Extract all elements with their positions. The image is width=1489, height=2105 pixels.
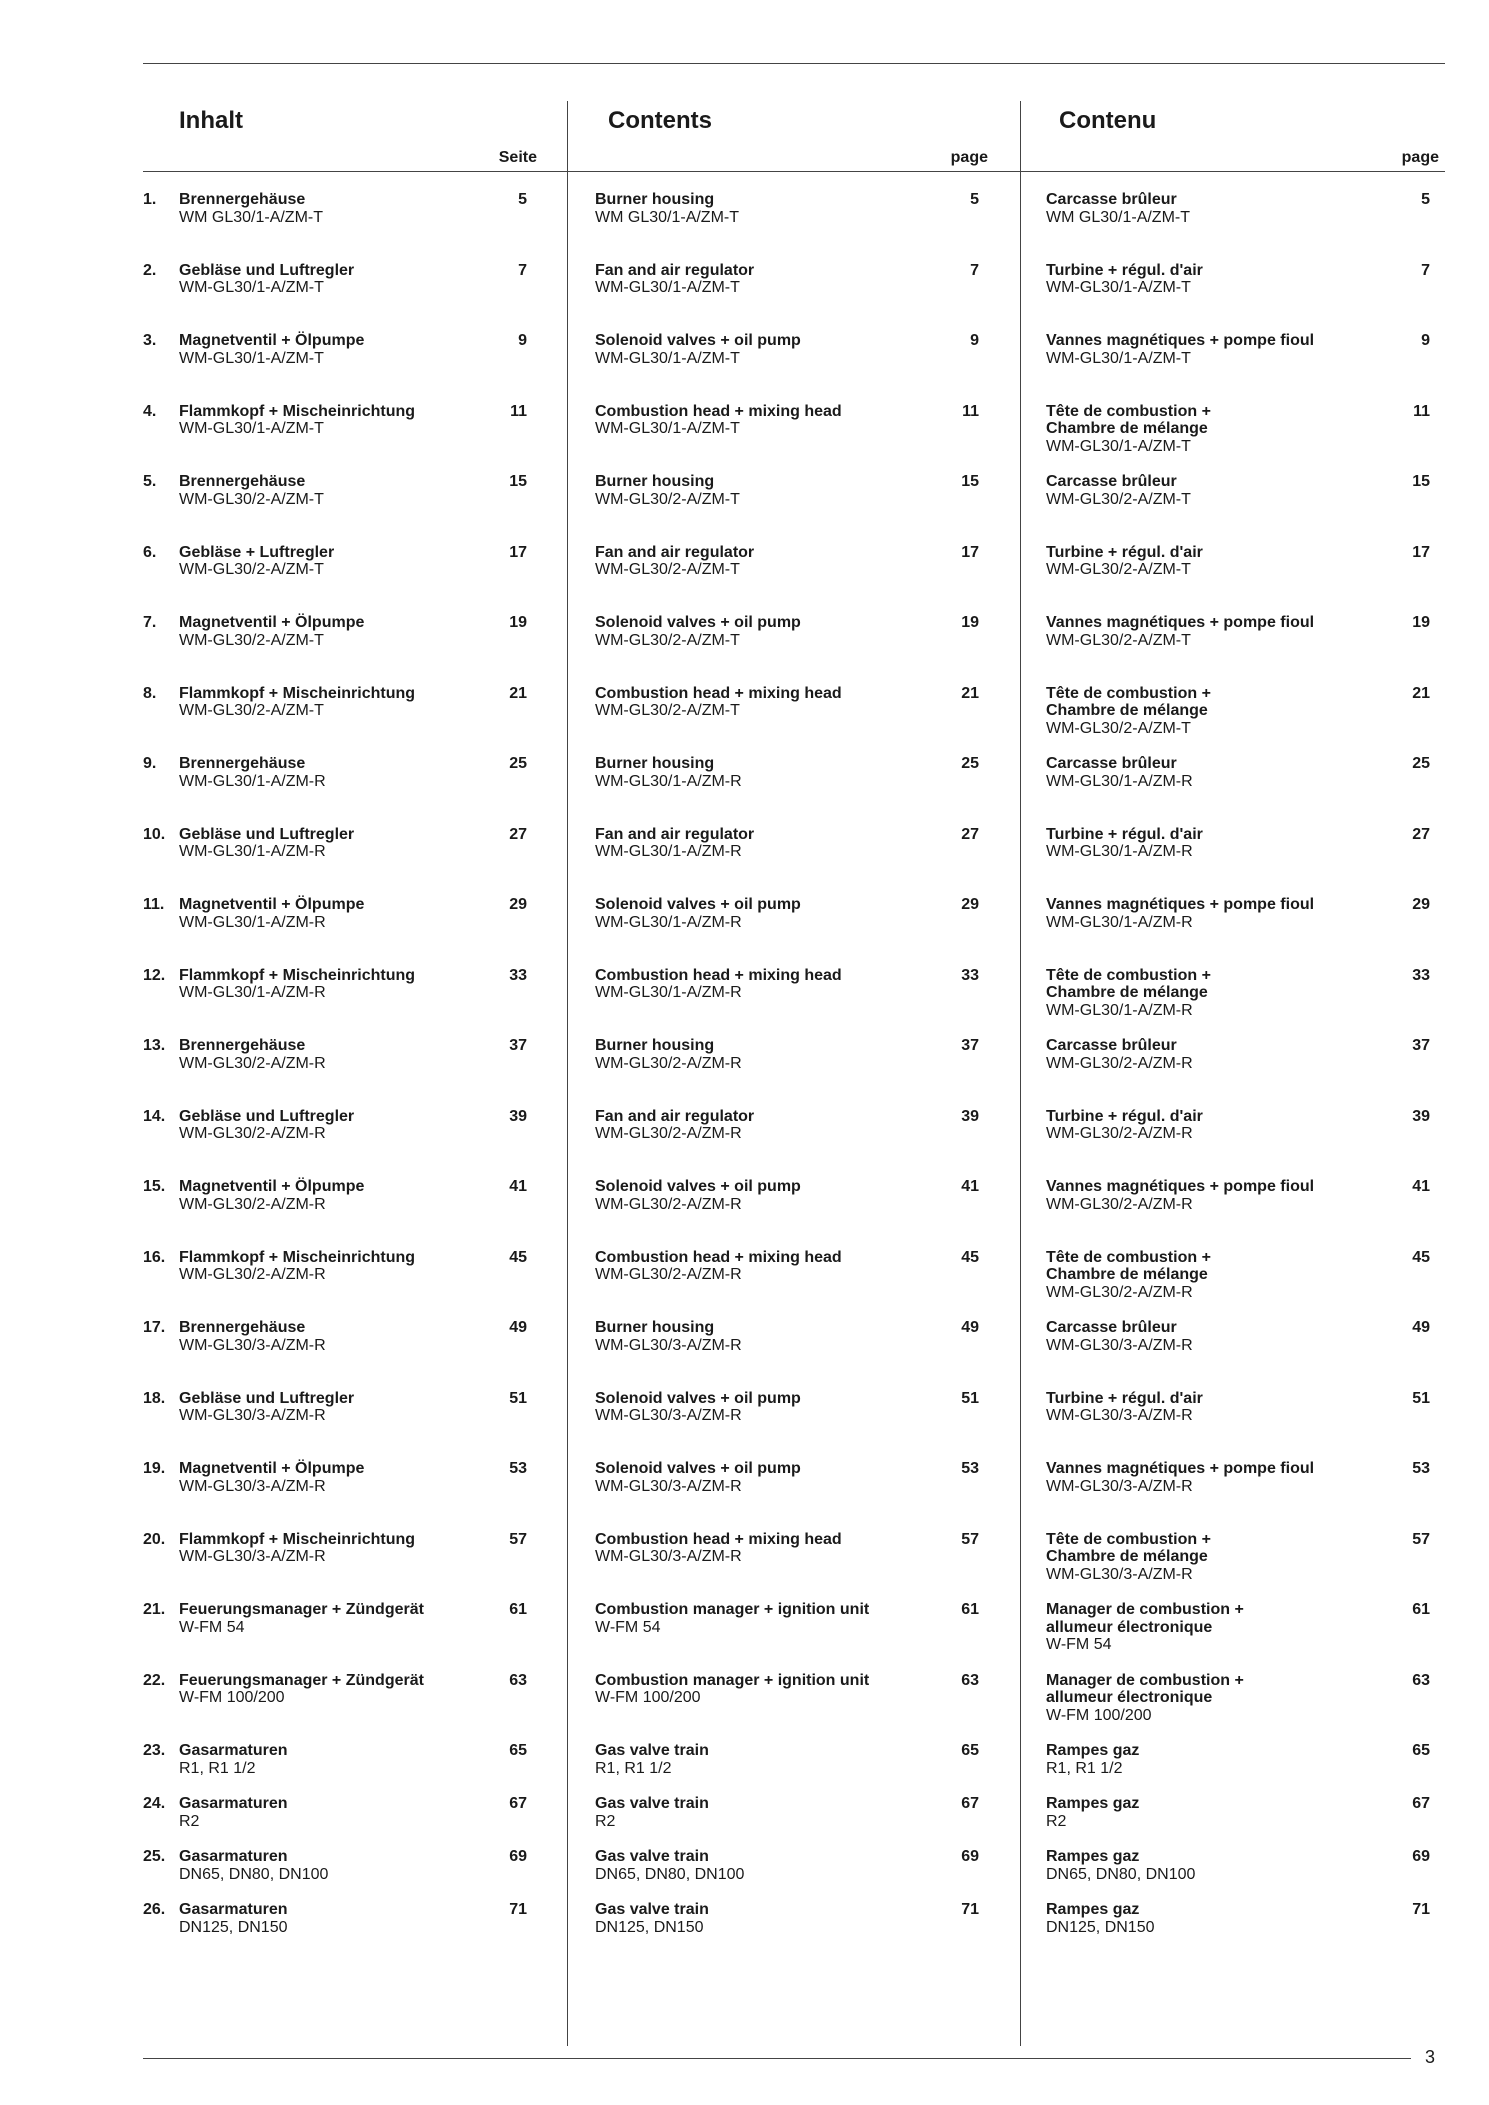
entry-page-de: 71 (509, 1901, 527, 1918)
entry-title-en: Burner housing (595, 473, 715, 490)
entry-page-de: 11 (510, 402, 527, 420)
entry-page-de: 9 (518, 332, 527, 349)
entry-page-en: 27 (961, 825, 979, 843)
entry-model-de: WM-GL30/1-A/ZM-R (179, 913, 326, 931)
entry-title-fr: Manager de combustion + (1046, 1671, 1244, 1689)
column-divider (567, 101, 568, 2046)
entry-title-en: Solenoid valves + oil pump (595, 332, 801, 349)
entry-number: 11. (143, 896, 165, 913)
column-title-fr: Contenu (1059, 107, 1157, 134)
entry-title-fr: Turbine + régul. d'air (1046, 1389, 1203, 1407)
entry-title-de: Gebläse und Luftregler (179, 261, 355, 279)
entry-title-en: Combustion head + mixing head (595, 966, 842, 984)
entry-title-en: Burner housing (595, 1319, 715, 1336)
entry-model-en: WM-GL30/2-A/ZM-T (595, 490, 740, 508)
entry-title-fr: Carcasse brûleur (1046, 1037, 1177, 1054)
entry-page-en: 7 (970, 261, 979, 279)
entry-page-de: 29 (509, 896, 527, 913)
entry-page-fr: 21 (1412, 684, 1430, 702)
entry-title-de: Gasarmaturen (179, 1901, 288, 1918)
entry-model-de: WM-GL30/2-A/ZM-R (179, 1125, 326, 1142)
entry-page-de: 37 (509, 1037, 527, 1054)
entry-number: 24. (143, 1795, 166, 1812)
entry-page-en: 19 (961, 614, 979, 631)
entry-model-fr: WM-GL30/2-A/ZM-R (1046, 1283, 1193, 1301)
entry-title-fr: allumeur électronique (1046, 1689, 1213, 1706)
entry-page-en: 37 (961, 1037, 979, 1054)
entry-page-en: 51 (961, 1389, 979, 1407)
entry-number: 18. (143, 1389, 166, 1407)
entry-page-fr: 69 (1412, 1848, 1430, 1865)
entry-number: 13. (143, 1037, 166, 1054)
entry-page-de: 15 (509, 473, 527, 490)
entry-model-en: WM-GL30/1-A/ZM-R (595, 772, 742, 790)
entry-model-de: WM-GL30/1-A/ZM-R (179, 843, 326, 860)
entry-model-en: WM-GL30/1-A/ZM-R (595, 843, 742, 860)
entry-title-en: Gas valve train (595, 1795, 709, 1812)
entry-title-en: Burner housing (595, 755, 715, 772)
entry-title-fr: Vannes magnétiques + pompe fioul (1046, 332, 1315, 349)
entry-model-fr: R2 (1046, 1812, 1067, 1830)
entry-title-de: Flammkopf + Mischeinrichtung (179, 1530, 416, 1548)
entry-page-fr: 51 (1412, 1389, 1430, 1407)
entry-title-en: Gas valve train (595, 1848, 709, 1865)
entry-title-de: Flammkopf + Mischeinrichtung (179, 684, 416, 702)
page-label-fr: page (1401, 149, 1439, 166)
entry-model-de: WM-GL30/2-A/ZM-R (179, 1195, 326, 1213)
header-rule (143, 171, 1445, 172)
entry-model-fr: DN65, DN80, DN100 (1046, 1865, 1196, 1883)
entry-title-fr: Carcasse brûleur (1046, 191, 1177, 208)
entry-number: 7. (143, 614, 157, 631)
entry-model-fr: WM-GL30/1-A/ZM-R (1046, 1001, 1193, 1019)
entry-model-fr: W-FM 100/200 (1046, 1706, 1152, 1724)
entry-page-en: 33 (961, 966, 979, 984)
entry-model-de: R2 (179, 1812, 200, 1830)
entry-model-de: WM-GL30/2-A/ZM-T (179, 702, 324, 719)
entry-title-de: Magnetventil + Ölpumpe (179, 1178, 365, 1195)
entry-title-fr: Vannes magnétiques + pompe fioul (1046, 1460, 1315, 1477)
entry-page-en: 25 (961, 755, 979, 772)
entry-model-de: WM-GL30/3-A/ZM-R (179, 1336, 326, 1354)
entry-page-fr: 25 (1412, 755, 1430, 772)
entry-page-fr: 39 (1412, 1107, 1430, 1125)
entry-model-en: WM-GL30/2-A/ZM-R (595, 1195, 742, 1213)
entry-number: 3. (143, 332, 157, 349)
entry-model-en: WM-GL30/3-A/ZM-R (595, 1336, 742, 1354)
entry-page-en: 71 (961, 1901, 979, 1918)
entry-title-fr: Vannes magnétiques + pompe fioul (1046, 614, 1315, 631)
entry-title-de: Gebläse und Luftregler (179, 1107, 355, 1125)
entry-title-fr: Rampes gaz (1046, 1795, 1140, 1812)
entry-page-en: 11 (962, 402, 979, 420)
entry-model-en: WM-GL30/3-A/ZM-R (595, 1548, 742, 1565)
entry-title-en: Combustion manager + ignition unit (595, 1601, 870, 1618)
entry-title-fr: Vannes magnétiques + pompe fioul (1046, 896, 1315, 913)
entry-title-en: Fan and air regulator (595, 825, 755, 843)
entry-title-fr: Chambre de mélange (1046, 702, 1208, 719)
entry-page-fr: 37 (1412, 1037, 1430, 1054)
entry-title-en: Gas valve train (595, 1901, 709, 1918)
column-title-de: Inhalt (179, 107, 243, 134)
entry-page-fr: 53 (1412, 1460, 1430, 1477)
entry-model-en: WM-GL30/2-A/ZM-R (595, 1054, 742, 1072)
entry-model-de: DN65, DN80, DN100 (179, 1865, 329, 1883)
entry-title-de: Brennergehäuse (179, 191, 306, 208)
page-label-de: Seite (498, 149, 537, 166)
entry-page-de: 7 (518, 261, 527, 279)
entry-page-en: 49 (961, 1319, 979, 1336)
entry-title-fr: Tête de combustion + (1046, 1530, 1211, 1548)
entry-model-de: WM-GL30/3-A/ZM-R (179, 1407, 326, 1424)
entry-number: 15. (143, 1178, 166, 1195)
entry-number: 6. (143, 543, 157, 561)
entry-model-fr: WM-GL30/3-A/ZM-R (1046, 1336, 1193, 1354)
entry-model-de: WM-GL30/1-A/ZM-R (179, 772, 326, 790)
entry-title-fr: Vannes magnétiques + pompe fioul (1046, 1178, 1315, 1195)
column-divider (1020, 101, 1021, 2046)
entry-page-de: 49 (509, 1319, 527, 1336)
entry-title-en: Combustion head + mixing head (595, 402, 842, 420)
entry-model-en: WM-GL30/2-A/ZM-R (595, 1266, 742, 1283)
entry-page-fr: 11 (1413, 402, 1430, 420)
entry-title-fr: Chambre de mélange (1046, 1548, 1208, 1565)
entry-title-de: Gasarmaturen (179, 1742, 288, 1759)
entry-model-en: WM-GL30/3-A/ZM-R (595, 1477, 742, 1495)
entry-page-fr: 27 (1412, 825, 1430, 843)
entry-title-de: Gebläse und Luftregler (179, 825, 355, 843)
entry-number: 8. (143, 684, 157, 702)
entry-title-fr: Chambre de mélange (1046, 420, 1208, 437)
entry-model-fr: WM-GL30/2-A/ZM-R (1046, 1125, 1193, 1142)
entry-page-en: 17 (961, 543, 979, 561)
entry-title-en: Solenoid valves + oil pump (595, 896, 801, 913)
entry-title-en: Solenoid valves + oil pump (595, 614, 801, 631)
entry-title-de: Brennergehäuse (179, 1037, 306, 1054)
entry-title-fr: Rampes gaz (1046, 1848, 1140, 1865)
entry-title-fr: Tête de combustion + (1046, 402, 1211, 420)
entry-title-fr: Carcasse brûleur (1046, 755, 1177, 772)
entry-model-en: W-FM 54 (595, 1618, 661, 1636)
entry-number: 1. (143, 191, 157, 208)
entry-model-en: WM-GL30/3-A/ZM-R (595, 1407, 742, 1424)
entry-model-fr: WM-GL30/3-A/ZM-R (1046, 1477, 1193, 1495)
entry-title-en: Burner housing (595, 1037, 715, 1054)
entry-page-de: 27 (509, 825, 527, 843)
entry-title-fr: Turbine + régul. d'air (1046, 261, 1203, 279)
entry-model-de: WM-GL30/1-A/ZM-T (179, 279, 324, 296)
entry-model-fr: W-FM 54 (1046, 1636, 1112, 1653)
entry-page-en: 39 (961, 1107, 979, 1125)
entry-model-en: WM-GL30/1-A/ZM-T (595, 279, 740, 296)
entry-model-en: W-FM 100/200 (595, 1689, 701, 1706)
entry-model-de: R1, R1 1/2 (179, 1759, 256, 1777)
entry-title-fr: Turbine + régul. d'air (1046, 825, 1203, 843)
entry-model-en: R1, R1 1/2 (595, 1759, 672, 1777)
entry-page-fr: 9 (1421, 332, 1430, 349)
entry-title-fr: Rampes gaz (1046, 1901, 1140, 1918)
entry-model-en: WM-GL30/1-A/ZM-T (595, 420, 740, 437)
entry-number: 22. (143, 1671, 166, 1689)
entry-page-en: 61 (961, 1601, 979, 1618)
entry-title-de: Flammkopf + Mischeinrichtung (179, 966, 416, 984)
entry-number: 20. (143, 1530, 166, 1548)
entry-number: 26. (143, 1901, 166, 1918)
entry-model-de: WM-GL30/3-A/ZM-R (179, 1548, 326, 1565)
entry-model-en: DN65, DN80, DN100 (595, 1865, 745, 1883)
entry-title-en: Combustion head + mixing head (595, 1248, 842, 1266)
column-title-en: Contents (608, 107, 712, 134)
entry-title-de: Flammkopf + Mischeinrichtung (179, 1248, 416, 1266)
entry-model-fr: WM-GL30/1-A/ZM-R (1046, 843, 1193, 860)
entry-title-en: Gas valve train (595, 1742, 709, 1759)
entry-number: 21. (143, 1601, 166, 1618)
entry-page-en: 9 (970, 332, 979, 349)
entry-model-en: WM-GL30/2-A/ZM-T (595, 702, 740, 719)
entry-page-en: 15 (961, 473, 979, 490)
entry-number: 4. (143, 402, 157, 420)
entry-model-fr: WM-GL30/1-A/ZM-T (1046, 279, 1191, 296)
entry-page-de: 5 (518, 191, 527, 208)
entry-model-de: W-FM 54 (179, 1618, 245, 1636)
entry-title-de: Feuerungsmanager + Zündgerät (179, 1671, 424, 1689)
entry-model-en: WM-GL30/2-A/ZM-T (595, 631, 740, 649)
entry-number: 16. (143, 1248, 166, 1266)
entry-page-en: 57 (961, 1530, 979, 1548)
entry-title-de: Flammkopf + Mischeinrichtung (179, 402, 416, 420)
entry-page-en: 41 (961, 1178, 979, 1195)
entry-model-en: R2 (595, 1812, 616, 1830)
entry-page-de: 33 (509, 966, 527, 984)
entry-page-en: 69 (961, 1848, 979, 1865)
entry-page-de: 53 (509, 1460, 527, 1477)
entry-model-en: WM-GL30/1-A/ZM-T (595, 349, 740, 367)
bottom-rule (143, 2058, 1411, 2059)
entry-page-en: 67 (961, 1795, 979, 1812)
entry-page-de: 41 (509, 1178, 527, 1195)
entry-model-de: WM GL30/1-A/ZM-T (179, 208, 324, 226)
entry-title-de: Feuerungsmanager + Zündgerät (179, 1601, 424, 1618)
entry-number: 5. (143, 473, 157, 490)
entry-title-fr: Carcasse brûleur (1046, 473, 1177, 490)
entry-title-fr: Chambre de mélange (1046, 1266, 1208, 1283)
page-number: 3 (1425, 2047, 1436, 2067)
entry-model-en: WM-GL30/2-A/ZM-T (595, 561, 740, 578)
entry-model-de: WM-GL30/1-A/ZM-R (179, 984, 326, 1001)
entry-page-fr: 17 (1412, 543, 1430, 561)
entry-model-fr: WM-GL30/1-A/ZM-T (1046, 437, 1191, 455)
entry-title-de: Gebläse + Luftregler (179, 543, 335, 561)
entry-title-en: Fan and air regulator (595, 543, 755, 561)
entry-page-de: 69 (509, 1848, 527, 1865)
entry-page-en: 63 (961, 1671, 979, 1689)
entry-page-en: 53 (961, 1460, 979, 1477)
entry-page-fr: 49 (1412, 1319, 1430, 1336)
entry-model-de: WM-GL30/2-A/ZM-T (179, 490, 324, 508)
entry-title-de: Brennergehäuse (179, 1319, 306, 1336)
entry-page-fr: 7 (1421, 261, 1430, 279)
entry-title-en: Solenoid valves + oil pump (595, 1178, 801, 1195)
entry-model-de: WM-GL30/2-A/ZM-T (179, 631, 324, 649)
entry-number: 19. (143, 1460, 166, 1477)
entry-page-de: 19 (509, 614, 527, 631)
entry-page-de: 51 (509, 1389, 527, 1407)
entry-title-de: Gasarmaturen (179, 1848, 288, 1865)
entry-model-de: W-FM 100/200 (179, 1689, 285, 1706)
entry-title-fr: Tête de combustion + (1046, 966, 1211, 984)
entry-title-fr: Turbine + régul. d'air (1046, 543, 1203, 561)
entry-title-de: Gasarmaturen (179, 1795, 288, 1812)
entry-page-de: 45 (509, 1248, 527, 1266)
entry-model-fr: DN125, DN150 (1046, 1918, 1155, 1936)
entry-model-en: WM-GL30/2-A/ZM-R (595, 1125, 742, 1142)
entry-model-en: WM-GL30/1-A/ZM-R (595, 913, 742, 931)
entry-number: 23. (143, 1742, 166, 1759)
entry-number: 25. (143, 1848, 166, 1865)
entry-title-de: Magnetventil + Ölpumpe (179, 1460, 365, 1477)
entry-model-fr: WM-GL30/2-A/ZM-T (1046, 719, 1191, 737)
entry-model-en: WM GL30/1-A/ZM-T (595, 208, 740, 226)
entry-page-fr: 5 (1421, 191, 1430, 208)
entry-page-en: 65 (961, 1742, 979, 1759)
entry-model-fr: WM-GL30/2-A/ZM-T (1046, 631, 1191, 649)
entry-title-en: Combustion head + mixing head (595, 1530, 842, 1548)
entry-page-de: 21 (509, 684, 527, 702)
entry-page-fr: 63 (1412, 1671, 1430, 1689)
entry-page-fr: 57 (1412, 1530, 1430, 1548)
entry-number: 12. (143, 966, 166, 984)
entry-page-de: 67 (509, 1795, 527, 1812)
entry-model-fr: WM-GL30/2-A/ZM-R (1046, 1054, 1193, 1072)
entry-model-en: WM-GL30/1-A/ZM-R (595, 984, 742, 1001)
entry-page-de: 57 (509, 1530, 527, 1548)
entry-title-fr: Tête de combustion + (1046, 684, 1211, 702)
entry-page-fr: 67 (1412, 1795, 1430, 1812)
entry-title-de: Magnetventil + Ölpumpe (179, 332, 365, 349)
entry-page-de: 61 (509, 1601, 527, 1618)
entry-page-fr: 19 (1412, 614, 1430, 631)
entry-title-fr: Chambre de mélange (1046, 984, 1208, 1001)
entry-page-de: 17 (509, 543, 527, 561)
entry-model-fr: WM-GL30/3-A/ZM-R (1046, 1407, 1193, 1424)
entry-page-en: 21 (961, 684, 979, 702)
entry-page-fr: 33 (1412, 966, 1430, 984)
entry-title-en: Solenoid valves + oil pump (595, 1389, 801, 1407)
entry-model-de: WM-GL30/1-A/ZM-T (179, 349, 324, 367)
entry-page-fr: 15 (1412, 473, 1430, 490)
entry-model-de: WM-GL30/2-A/ZM-R (179, 1054, 326, 1072)
entry-page-de: 25 (509, 755, 527, 772)
entry-number: 17. (143, 1319, 166, 1336)
entry-model-fr: WM-GL30/2-A/ZM-T (1046, 561, 1191, 578)
entry-page-de: 63 (509, 1671, 527, 1689)
entry-model-de: WM-GL30/3-A/ZM-R (179, 1477, 326, 1495)
entry-page-de: 65 (509, 1742, 527, 1759)
entry-page-fr: 29 (1412, 896, 1430, 913)
entry-model-fr: WM-GL30/1-A/ZM-R (1046, 913, 1193, 931)
entry-page-en: 5 (970, 191, 979, 208)
entry-title-de: Brennergehäuse (179, 755, 306, 772)
entry-model-de: DN125, DN150 (179, 1918, 288, 1936)
entry-page-fr: 41 (1412, 1178, 1430, 1195)
entry-model-fr: WM-GL30/1-A/ZM-R (1046, 772, 1193, 790)
entry-model-fr: WM-GL30/2-A/ZM-T (1046, 490, 1191, 508)
entry-number: 9. (143, 755, 157, 772)
entry-title-fr: Tête de combustion + (1046, 1248, 1211, 1266)
entry-title-en: Combustion manager + ignition unit (595, 1671, 870, 1689)
entry-number: 14. (143, 1107, 166, 1125)
entry-title-de: Gebläse und Luftregler (179, 1389, 355, 1407)
entry-page-en: 29 (961, 896, 979, 913)
entry-title-en: Solenoid valves + oil pump (595, 1460, 801, 1477)
entry-title-en: Combustion head + mixing head (595, 684, 842, 702)
entry-model-fr: WM-GL30/2-A/ZM-R (1046, 1195, 1193, 1213)
entry-model-fr: WM-GL30/1-A/ZM-T (1046, 349, 1191, 367)
entry-model-de: WM-GL30/2-A/ZM-T (179, 561, 324, 578)
entry-number: 10. (143, 825, 166, 843)
entry-title-fr: Manager de combustion + (1046, 1601, 1244, 1618)
entry-title-en: Burner housing (595, 191, 715, 208)
entry-page-fr: 45 (1412, 1248, 1430, 1266)
entry-title-fr: Carcasse brûleur (1046, 1319, 1177, 1336)
entry-title-fr: allumeur électronique (1046, 1618, 1213, 1636)
entry-page-fr: 71 (1412, 1901, 1430, 1918)
entry-model-de: WM-GL30/1-A/ZM-T (179, 420, 324, 437)
entry-title-fr: Turbine + régul. d'air (1046, 1107, 1203, 1125)
entry-number: 2. (143, 261, 157, 279)
entry-title-de: Magnetventil + Ölpumpe (179, 896, 365, 913)
entry-title-de: Brennergehäuse (179, 473, 306, 490)
entry-model-de: WM-GL30/2-A/ZM-R (179, 1266, 326, 1283)
entry-model-fr: WM-GL30/3-A/ZM-R (1046, 1565, 1193, 1583)
page-label-en: page (950, 149, 988, 166)
entry-title-de: Magnetventil + Ölpumpe (179, 614, 365, 631)
entry-title-en: Fan and air regulator (595, 1107, 755, 1125)
entry-page-de: 39 (509, 1107, 527, 1125)
entry-page-fr: 61 (1412, 1601, 1430, 1618)
top-rule (143, 63, 1445, 64)
entry-model-fr: R1, R1 1/2 (1046, 1759, 1123, 1777)
entry-page-fr: 65 (1412, 1742, 1430, 1759)
entry-title-fr: Rampes gaz (1046, 1742, 1140, 1759)
entry-page-en: 45 (961, 1248, 979, 1266)
entry-model-en: DN125, DN150 (595, 1918, 704, 1936)
entry-model-fr: WM GL30/1-A/ZM-T (1046, 208, 1191, 226)
entry-title-en: Fan and air regulator (595, 261, 755, 279)
